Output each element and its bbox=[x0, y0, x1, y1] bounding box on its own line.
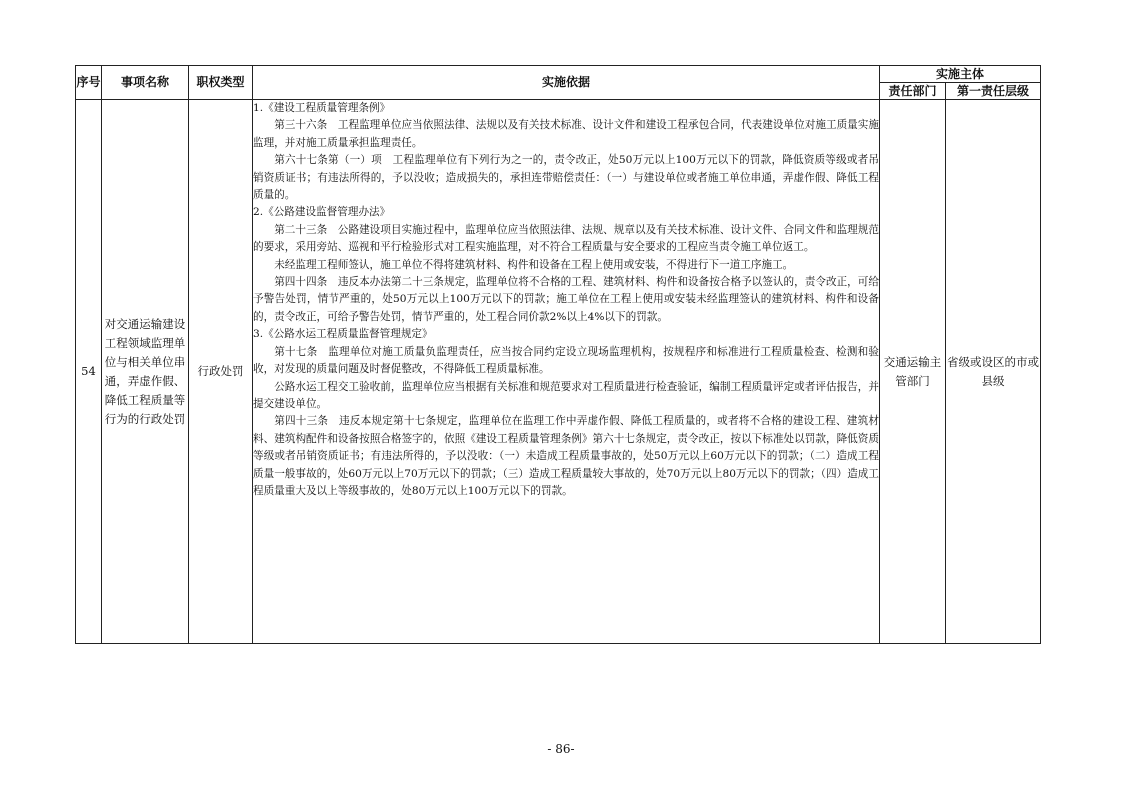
header-dept: 责任部门 bbox=[880, 83, 946, 100]
header-subject: 实施主体 bbox=[880, 66, 1041, 83]
row-level: 省级或设区的市或县级 bbox=[946, 100, 1041, 644]
basis-law-title: 1.《建设工程质量管理条例》 bbox=[253, 102, 391, 114]
basis-law-title: 2.《公路建设监督管理办法》 bbox=[253, 206, 391, 219]
basis-paragraph: 第二十三条 公路建设项目实施过程中，监理单位应当依照法律、法规、规章以及有关技术标准、设计文件、合同文件和监理规范的要求，采用旁站、巡视和平行检验形式对工程实施监理，对不符合工程质量与安全要求的工程应当责令施工单位返工。 bbox=[253, 223, 879, 254]
basis-paragraph: 第四十三条 违反本规定第十七条规定，监理单位在监理工作中弄虚作假、降低工程质量的，或者将不合格的建设工程、建筑材料、建筑构配件和设备按照合格签字的，依照《建设工程质量管理条例》第六十七条规定，责令改正，按以下标准处以罚款，降低资质等级或者吊销资质证书；有违法所得的，予以没收：（一）未造成工程质量事故的，处50万元以上60万元以下的罚款；（二）造成工程质量一般事故的，处60万元以上70万元以下的罚款；（三）造成工程质量较大事故的，处70万元以上80万元以下的罚款；（四）造成工程质量重大及以上等级事故的，处80万元以上100万元以下的罚款。 bbox=[253, 415, 879, 497]
header-row-1 bbox=[76, 66, 1041, 83]
basis-paragraph: 第六十七条第（一）项 工程监理单位有下列行为之一的，责令改正，处50万元以上100万元以下的罚款，降低资质等级或者吊销资质证书；有违法所得的，予以没收；造成损失的，承担连带赔偿责任：（一）与建设单位或者施工单位串通，弄虚作假、降低工程质量的。 bbox=[253, 154, 879, 202]
basis-paragraph: 未经监理工程师签认，施工单位不得将建筑材料、构件和设备在工程上使用或安装，不得进行下一道工序施工。 bbox=[274, 258, 794, 271]
row-item-name: 对交通运输建设工程领域监理单位与相关单位串通，弄虚作假、降低工程质量等行为的行政处罚 bbox=[102, 100, 189, 644]
header-basis: 实施依据 bbox=[253, 66, 880, 100]
header-type: 职权类型 bbox=[189, 66, 253, 100]
row-seq: 54 bbox=[76, 100, 102, 644]
row-dept: 交通运输主管部门 bbox=[880, 100, 946, 644]
basis-paragraph: 第三十六条 工程监理单位应当依照法律、法规以及有关技术标准、设计文件和建设工程承包合同，代表建设单位对施工质量实施监理，并对施工质量承担监理责任。 bbox=[253, 119, 879, 149]
basis-paragraph: 公路水运工程交工验收前，监理单位应当根据有关标准和规范要求对工程质量进行检查验证，编制工程质量评定或者评估报告，并提交建设单位。 bbox=[253, 380, 879, 410]
enforcement-table bbox=[75, 65, 1041, 644]
header-name: 事项名称 bbox=[102, 66, 189, 100]
table-row bbox=[76, 100, 1041, 644]
basis-paragraph: 第四十四条 违反本办法第二十三条规定，监理单位将不合格的工程、建筑材料、构件和设备按合格予以签认的，责令改正，可给予警告处罚，情节严重的，处50万元以上100万元以下的罚款；施工单位在工程上使用或安装未经监理签认的建筑材料、构件和设备的，责令改正，可给予警告处罚，情节严重的，处工程合同价款2%以上4%以下的罚款。 bbox=[253, 276, 879, 323]
basis-paragraph: 第十七条 监理单位对施工质量负监理责任，应当按合同约定设立现场监理机构，按规程序和标准进行工程质量检查、检测和验收，对发现的质量问题及时督促整改，不得降低工程质量标准。 bbox=[253, 345, 879, 376]
basis-text bbox=[253, 100, 879, 500]
header-level: 第一责任层级 bbox=[946, 83, 1041, 100]
basis-law-title: 3.《公路水运工程质量监督管理规定》 bbox=[253, 328, 433, 341]
header-seq: 序号 bbox=[76, 66, 102, 100]
page-number: - 86- bbox=[547, 742, 575, 756]
row-basis bbox=[253, 100, 880, 644]
row-power-type: 行政处罚 bbox=[189, 100, 253, 644]
